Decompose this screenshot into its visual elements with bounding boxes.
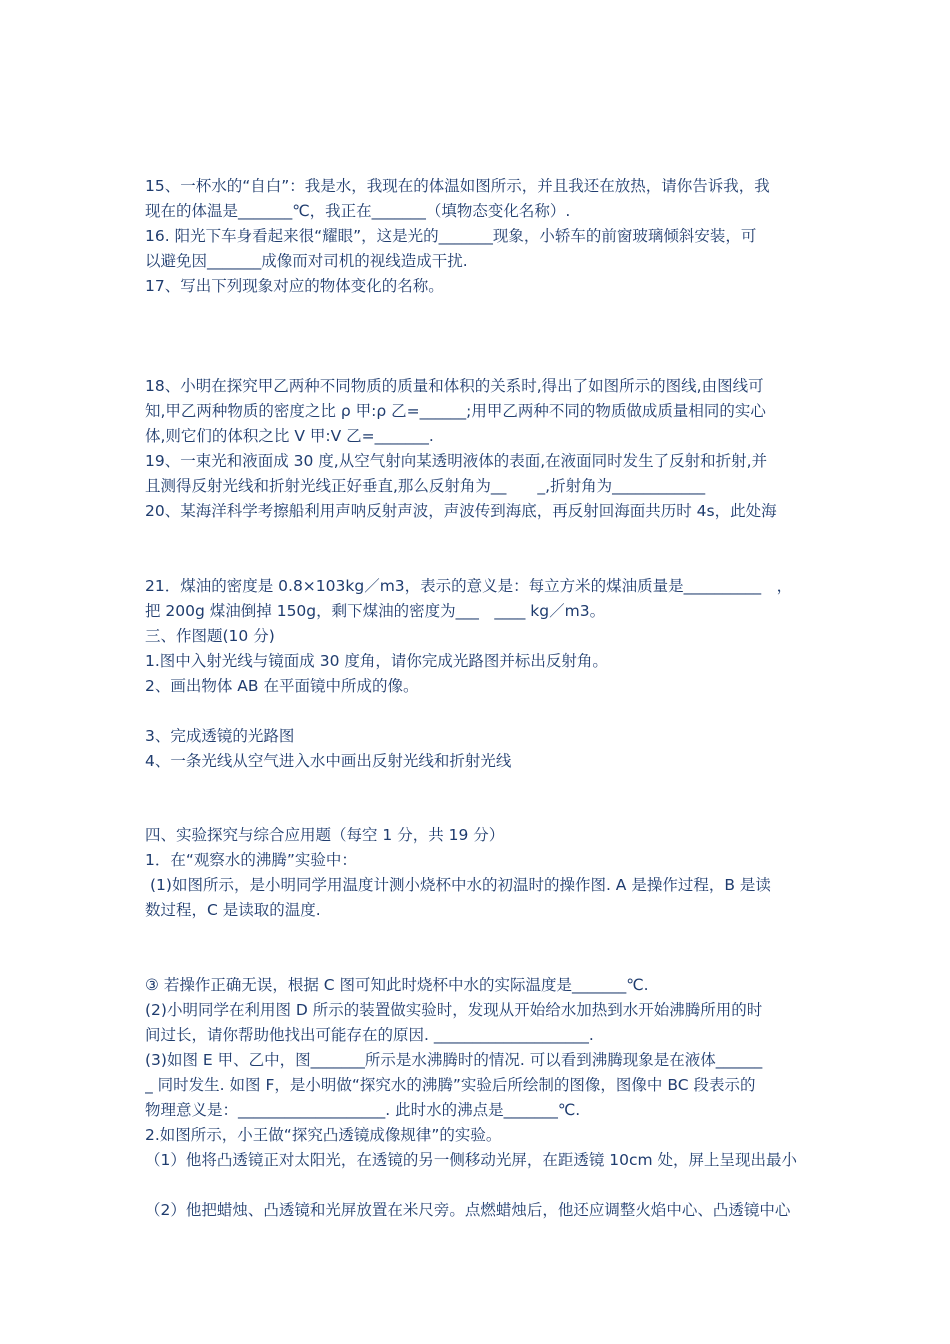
experiment-1-item-c: ③ 若操作正确无误，根据 C 图可知此时烧杯中水的实际温度是_______℃.	[145, 976, 649, 994]
section-3-heading: 三、作图题(10 分)	[145, 627, 275, 645]
experiment-1-title: 1．在“观察水的沸腾”实验中：	[145, 851, 357, 869]
question-19-line-2: 且测得反射光线和折射光线正好垂直,那么反射角为__ _,折射角为____________	[145, 477, 706, 495]
question-21-line-2: 把 200g 煤油倒掉 150g，剩下煤油的密度为___ ____ kg／m3。	[145, 602, 606, 620]
experiment-1-part-1-line-2: 数过程，C 是读取的温度.	[145, 901, 321, 919]
question-20-line-1: 20、某海洋科学考擦船利用声呐反射声波，声波传到海底，再反射回海面共历时 4s，此处海	[145, 502, 777, 520]
experiment-1-part-2-line-1: (2)小明同学在利用图 D 所示的装置做实验时，发现从开始给水加热到水开始沸腾所用的时	[145, 1001, 763, 1019]
question-18-line-3: 体,则它们的体积之比 V 甲:V 乙=_______.	[145, 427, 434, 445]
question-16-line-1: 16. 阳光下车身看起来很“耀眼”，这是光的_______现象，小轿车的前窗玻璃倾斜安装，可	[145, 227, 757, 245]
question-15-line-2: 现在的体温是_______℃，我正在_______（填物态变化名称）.	[145, 202, 571, 220]
drawing-task-1: 1.图中入射光线与镜面成 30 度角，请你完成光路图并标出反射角。	[145, 652, 608, 670]
question-18-line-1: 18、小明在探究甲乙两种不同物质的质量和体积的关系时,得出了如图所示的图线,由图线可	[145, 377, 764, 395]
drawing-task-2: 2、画出物体 AB 在平面镜中所成的像。	[145, 677, 419, 695]
question-18-line-2: 知,甲乙两种物质的密度之比 ρ 甲:ρ 乙=______;用甲乙两种不同的物质做成质量相同的实心	[145, 402, 766, 420]
experiment-1-part-1-line-1: (1)如图所示，是小明同学用温度计测小烧杯中水的初温时的操作图. A 是操作过程，B 是读	[150, 876, 771, 894]
drawing-task-4: 4、一条光线从空气进入水中画出反射光线和折射光线	[145, 752, 512, 770]
experiment-1-part-3-line-3: 物理意义是：___________________. 此时水的沸点是_______℃.	[145, 1101, 581, 1119]
experiment-1-part-2-line-2: 间过长，请你帮助他找出可能存在的原因. ____________________.	[145, 1026, 594, 1044]
experiment-2-part-1-line-1: （1）他将凸透镜正对太阳光，在透镜的另一侧移动光屏，在距透镜 10cm 处，屏上呈现出最小	[145, 1151, 798, 1169]
experiment-2-part-2-line-1: （2）他把蜡烛、凸透镜和光屏放置在米尺旁。点燃蜡烛后，他还应调整火焰中心、凸透镜中心	[145, 1201, 791, 1219]
experiment-2-title: 2.如图所示，小王做“探究凸透镜成像规律”的实验。	[145, 1126, 502, 1144]
question-19-line-1: 19、一束光和液面成 30 度,从空气射向某透明液体的表面,在液面同时发生了反射和折射,并	[145, 452, 768, 470]
experiment-1-part-3-line-2: _ 同时发生. 如图 F，是小明做“探究水的沸腾”实验后所绘制的图像，图像中 BC 段表示的	[145, 1076, 756, 1094]
section-4-heading: 四、实验探究与综合应用题（每空 1 分，共 19 分）	[145, 826, 505, 844]
question-15-line-1: 15、一杯水的“自白”：我是水，我现在的体温如图所示，并且我还在放热，请你告诉我，我	[145, 177, 770, 195]
question-17-title: 17、写出下列现象对应的物体变化的名称。	[145, 277, 444, 295]
drawing-task-3: 3、完成透镜的光路图	[145, 727, 295, 745]
question-21-line-1: 21．煤油的密度是 0.8×103kg／m3，表示的意义是：每立方米的煤油质量是__________ ，	[145, 577, 793, 595]
experiment-1-part-3-line-1: (3)如图 E 甲、乙中，图_______所示是水沸腾时的情况. 可以看到沸腾现象是在液体______	[145, 1051, 763, 1069]
question-16-line-2: 以避免因_______成像而对司机的视线造成干扰.	[145, 252, 468, 270]
